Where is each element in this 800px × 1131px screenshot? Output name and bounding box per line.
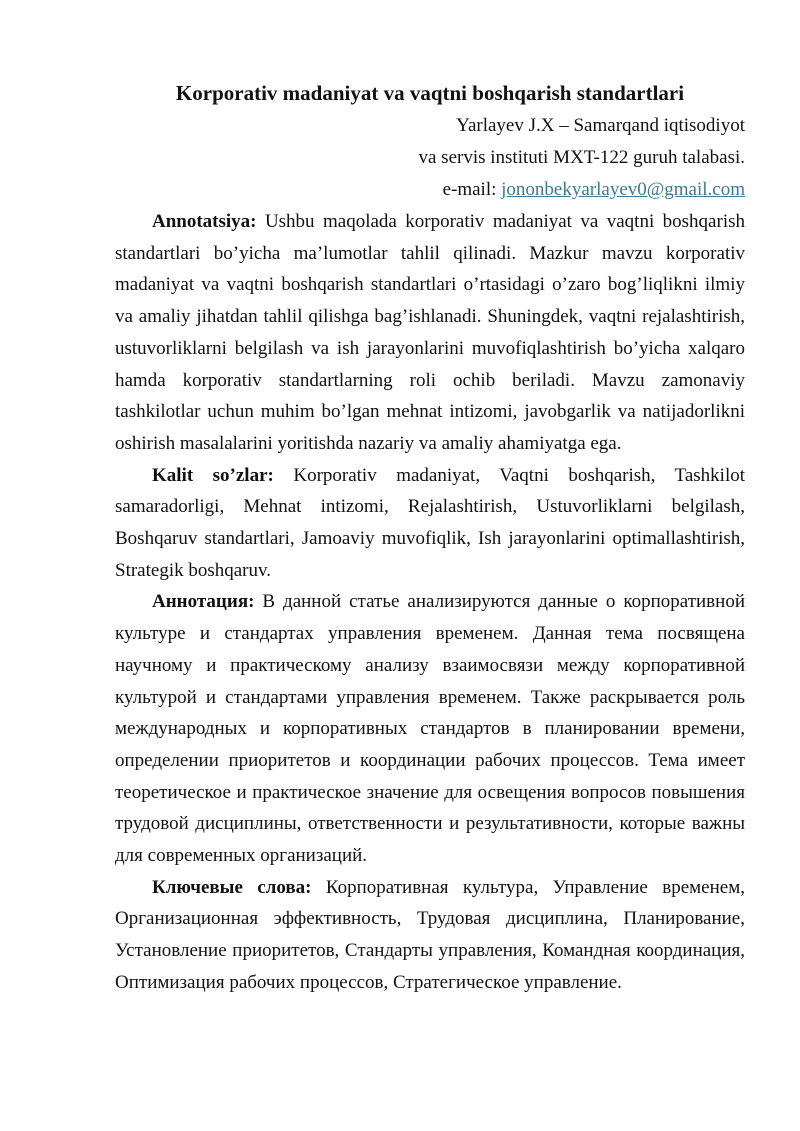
annotatsiya-body: Ushbu maqolada korporativ madaniyat va vaqtni boshqarish standartlari bo’yicha ma’lumotlar tahlil qilinadi. Mazkur mavzu korporativ madaniyat va vaqtni boshqarish standartlari o’rtasidagi o’zaro bog’liqlikni ilmiy va amaliy jihatdan tahlil qilishga bag’ishlanadi. Shuningdek, vaqtni rejalashtirish, ustuvorliklarni belgilash va ish jarayonlarini muvofiqlashtirish bo’yicha xalqaro hamda korporativ standartlarning roli ochib beriladi. Mavzu zamonaviy tashkilotlar uchun muhim bo’lgan mehnat intizomi, javobgarlik va natijadorlikni oshirish masalalarini yoritishda nazariy va amaliy ahamiyatga ega. (115, 211, 745, 454)
paragraph-klyuchevye-slova (115, 872, 745, 999)
email-line (115, 174, 745, 206)
annotaciya-ru-body: В данной статье анализируются данные о корпоративной культуре и стандартах управления временем. Данная тема посвящена научному и практическому анализу взаимосвязи между корпоративной культурой и стандартами управления временем. Также раскрывается роль международных и корпоративных стандартов в планировании времени, определении приоритетов и координации рабочих процессов. Тема имеет теоретическое и практическое значение для освещения вопросов повышения трудовой дисциплины, ответственности и результативности, которые важны для современных организаций. (115, 591, 745, 867)
kalit-sozlar-body: Korporativ madaniyat, Vaqtni boshqarish, Tashkilot samaradorligi, Mehnat intizomi, Rejalashtirish, Ustuvorliklarni belgilash, Boshqaruv standartlari, Jamoaviy muvofiqlik, Ish jarayonlarini optimallashtirish, Strategik boshqaruv. (115, 464, 745, 581)
document-body (115, 206, 745, 999)
paragraph-annotaciya-ru (115, 586, 745, 871)
email-label: e-mail: (442, 179, 502, 200)
paragraph-annotatsiya (115, 206, 745, 460)
annotatsiya-lead: Annotatsiya: (152, 211, 257, 232)
document-title: Korporativ madaniyat va vaqtni boshqarish standartlari (175, 81, 685, 105)
klyuchevye-slova-lead: Ключевые слова: (152, 876, 312, 898)
author-block (115, 110, 745, 206)
author-line-1: Yarlayev J.X – Samarqand iqtisodiyot (456, 115, 745, 136)
annotaciya-ru-lead: Аннотация: (152, 591, 255, 613)
klyuchevye-slova-body: Корпоративная культура, Управление временем, Организационная эффективность, Трудовая дисциплина, Планирование, Установление приоритетов, Стандарты управления, Командная координация, Оптимизация рабочих процессов, Стратегическое управление. (115, 876, 745, 993)
paragraph-kalit-sozlar (115, 460, 745, 587)
kalit-sozlar-lead: Kalit so’zlar: (152, 464, 274, 486)
email-link[interactable]: jononbekyarlayev0@gmail.com (501, 179, 745, 200)
author-line-2: va servis instituti MXT-122 guruh talabasi. (418, 147, 745, 168)
